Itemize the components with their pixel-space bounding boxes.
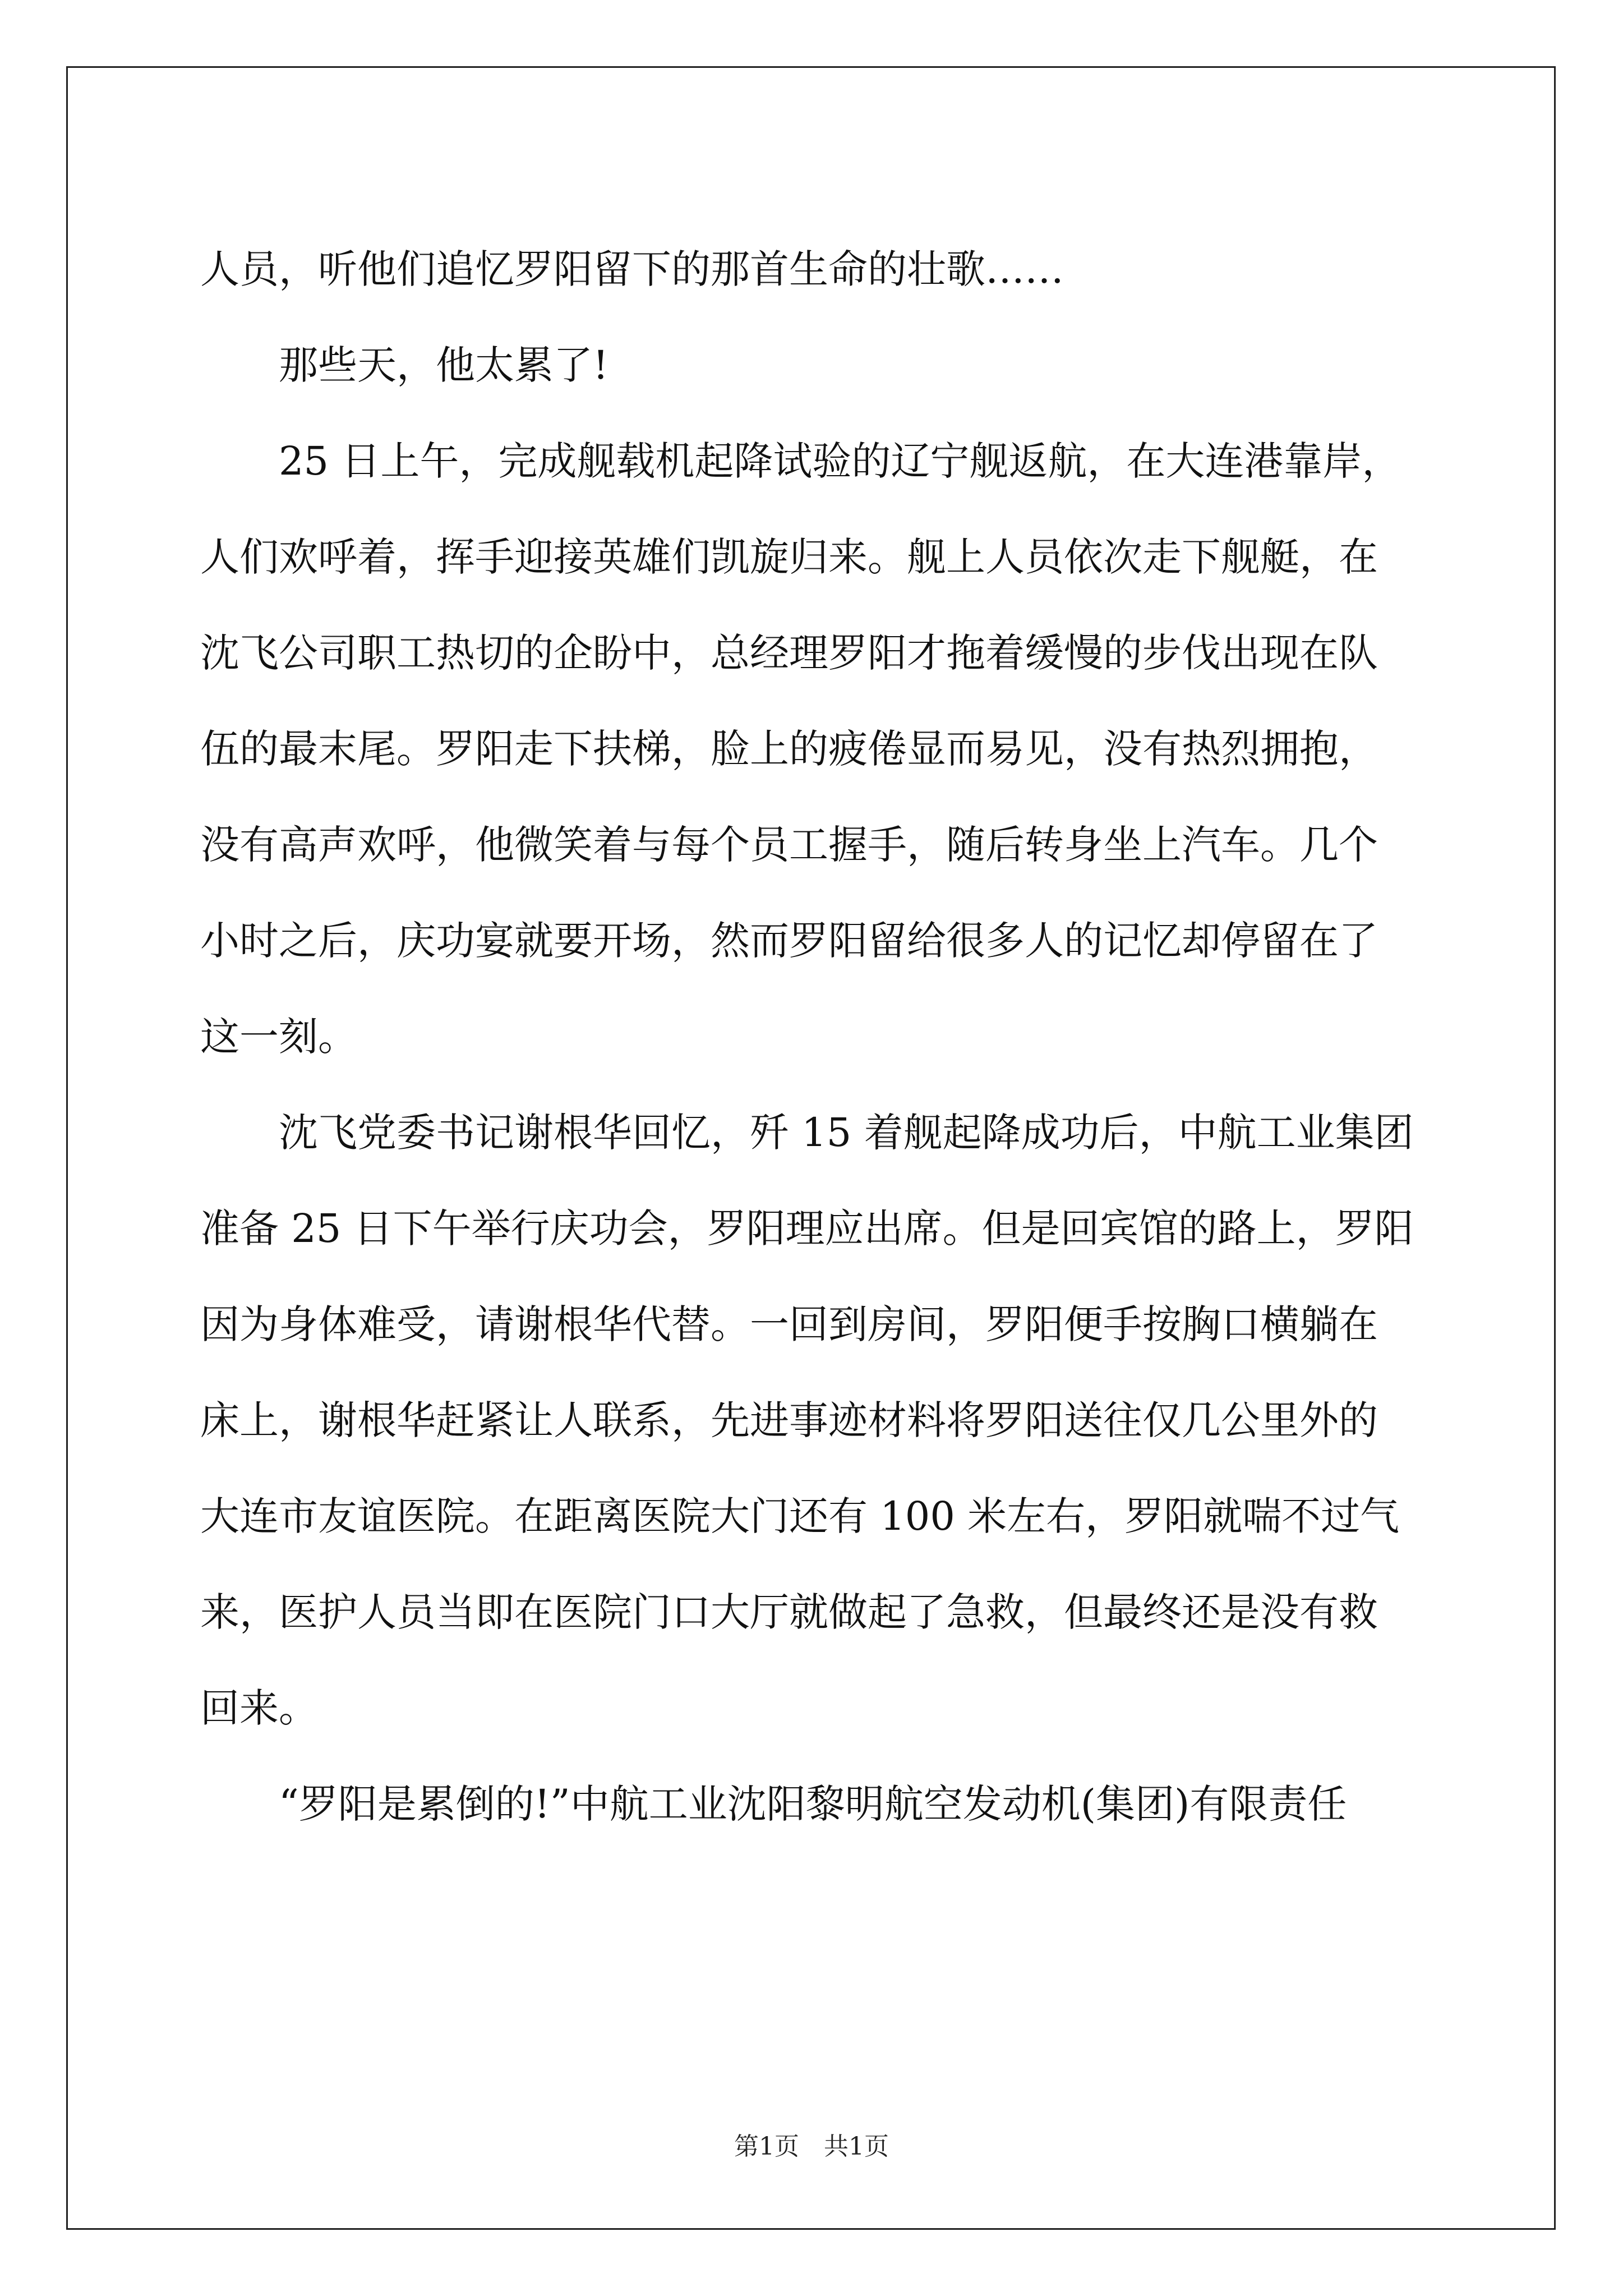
text-line: 伍的最末尾。罗阳走下扶梯，脸上的疲倦显而易见，没有热烈拥抱，	[200, 726, 1378, 772]
text-line: 准备 25 日下午举行庆功会，罗阳理应出席。但是回宾馆的路上，罗阳	[200, 1205, 1414, 1251]
text-line: 大连市友谊医院。在距离医院大门还有 100 米左右，罗阳就喘不过气	[200, 1493, 1400, 1539]
text-line: 床上，谢根华赶紧让人联系，先进事迹材料将罗阳送往仅几公里外的	[200, 1397, 1378, 1443]
text-line: 这一刻。	[200, 1014, 357, 1060]
text-line: 那些天，他太累了!	[200, 342, 609, 388]
document-body	[200, 222, 1434, 1852]
text-line: 人们欢呼着，挥手迎接英雄们凯旋归来。舰上人员依次走下舰艇，在	[200, 534, 1378, 580]
page-footer: 第1页 共1页	[734, 2132, 889, 2161]
text-line: 回来。	[200, 1685, 318, 1731]
text-line: 25 日上午，完成舰载机起降试验的辽宁舰返航，在大连港靠岸，	[200, 438, 1401, 484]
text-line: 沈飞公司职工热切的企盼中，总经理罗阳才拖着缓慢的步伐出现在队	[200, 630, 1378, 676]
text-line: “罗阳是累倒的!”中航工业沈阳黎明航空发动机(集团)有限责任	[200, 1781, 1347, 1827]
text-line: 因为身体难受，请谢根华代替。一回到房间，罗阳便手按胸口横躺在	[200, 1301, 1378, 1347]
text-line: 小时之后，庆功宴就要开场，然而罗阳留给很多人的记忆却停留在了	[200, 918, 1378, 964]
text-line: 没有高声欢呼，他微笑着与每个员工握手，随后转身坐上汽车。几个	[200, 822, 1378, 868]
text-line: 人员，听他们追忆罗阳留下的那首生命的壮歌……	[200, 246, 1064, 292]
text-line: 沈飞党委书记谢根华回忆，歼 15 着舰起降成功后，中航工业集团	[200, 1110, 1414, 1156]
text-line: 来，医护人员当即在医院门口大厅就做起了急救，但最终还是没有救	[200, 1589, 1378, 1635]
